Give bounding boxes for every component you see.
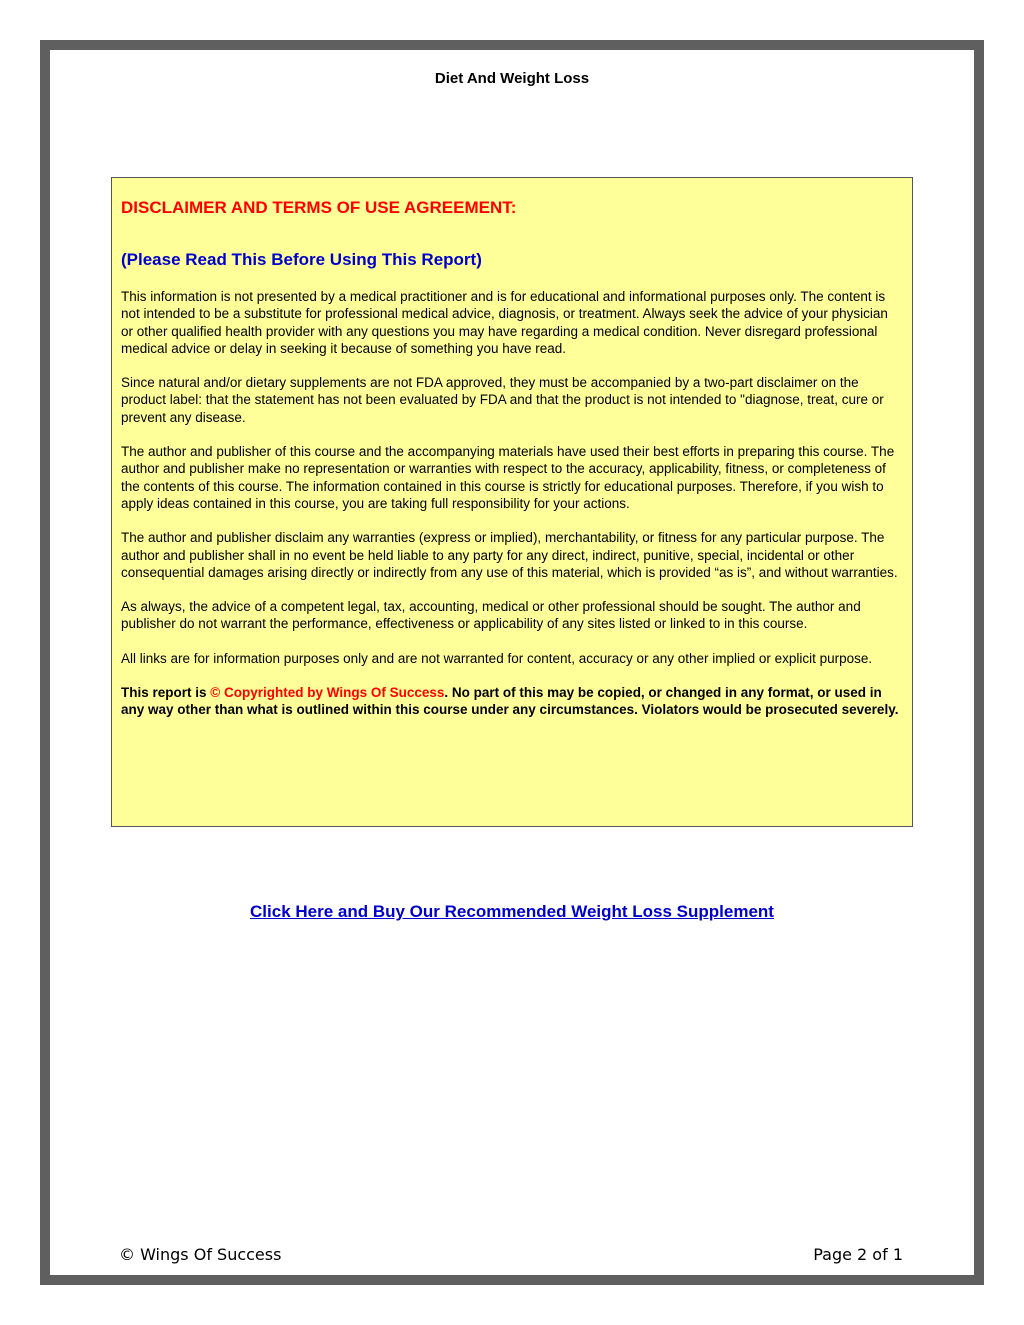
disclaimer-paragraph-efforts: The author and publisher of this course and the accompanying materials have used their best efforts in preparing this course. The author and publisher make no representation or warranties with respect to the accuracy, applicability, fitness, or completeness of the contents of this course. The information contained in this course is strictly for educational purposes. Therefore, if you wish to apply ideas contained in this course, you are taking full responsibility for your actions.: [121, 444, 895, 511]
disclaimer-paragraph-medical: This information is not presented by a medical practitioner and is for educational and informational purposes only. The content is not intended to be a substitute for professional medical advice, diagnosis, or treatment. Always seek the advice of your physician or other qualified health provider with any questions you may have regarding a medical condition. Never disregard professional medical advice or delay in seeking it because of something you have read.: [121, 289, 888, 356]
disclaimer-paragraph-professional: As always, the advice of a competent legal, tax, accounting, medical or other professional should be sought. The author and publisher do not warrant the performance, effectiveness or applicability of any sites listed or linked to in this course.: [121, 599, 861, 632]
copyright-owner: © Copyrighted by Wings Of Success: [210, 685, 445, 701]
footer-page-number: Page 2 of 1: [813, 1245, 903, 1264]
buy-supplement-link[interactable]: Click Here and Buy Our Recommended Weight Loss Supplement: [250, 902, 774, 921]
copyright-suffix: . No part of this may be copied, or changed in any format, or used in any way other than what is outlined within this course under any circumstances. Violators would be prosecuted severely.: [121, 685, 899, 718]
disclaimer-paragraph-warranties: The author and publisher disclaim any warranties (express or implied), merchantability, or fitness for any particular purpose. The author and publisher shall in no event be held liable to any party for any direct, indirect, punitive, special, incidental or other consequential damages arising directly or indirectly from any use of this material, which is provided “as is”, and without warranties.: [121, 530, 898, 580]
disclaimer-paragraph-links: All links are for information purposes only and are not warranted for content, accuracy or any other implied or explicit purpose.: [121, 650, 873, 666]
page-frame: [40, 40, 984, 1285]
copyright-notice: [121, 684, 902, 719]
disclaimer-heading: DISCLAIMER AND TERMS OF USE AGREEMENT:: [121, 198, 517, 217]
disclaimer-paragraph-fda: Since natural and/or dietary supplements are not FDA approved, they must be accompanied by a two-part disclaimer on the product label: that the statement has not been evaluated by FDA and that the product is not intended to "diagnose, treat, cure or prevent any disease.: [121, 375, 884, 425]
page: [50, 50, 974, 1275]
footer-copyright: © Wings Of Success: [119, 1245, 282, 1264]
header-title: Diet And Weight Loss: [434, 70, 590, 87]
copyright-prefix: This report is: [121, 685, 211, 701]
disclaimer-box: [111, 177, 913, 827]
disclaimer-subheading: (Please Read This Before Using This Report): [121, 250, 482, 269]
